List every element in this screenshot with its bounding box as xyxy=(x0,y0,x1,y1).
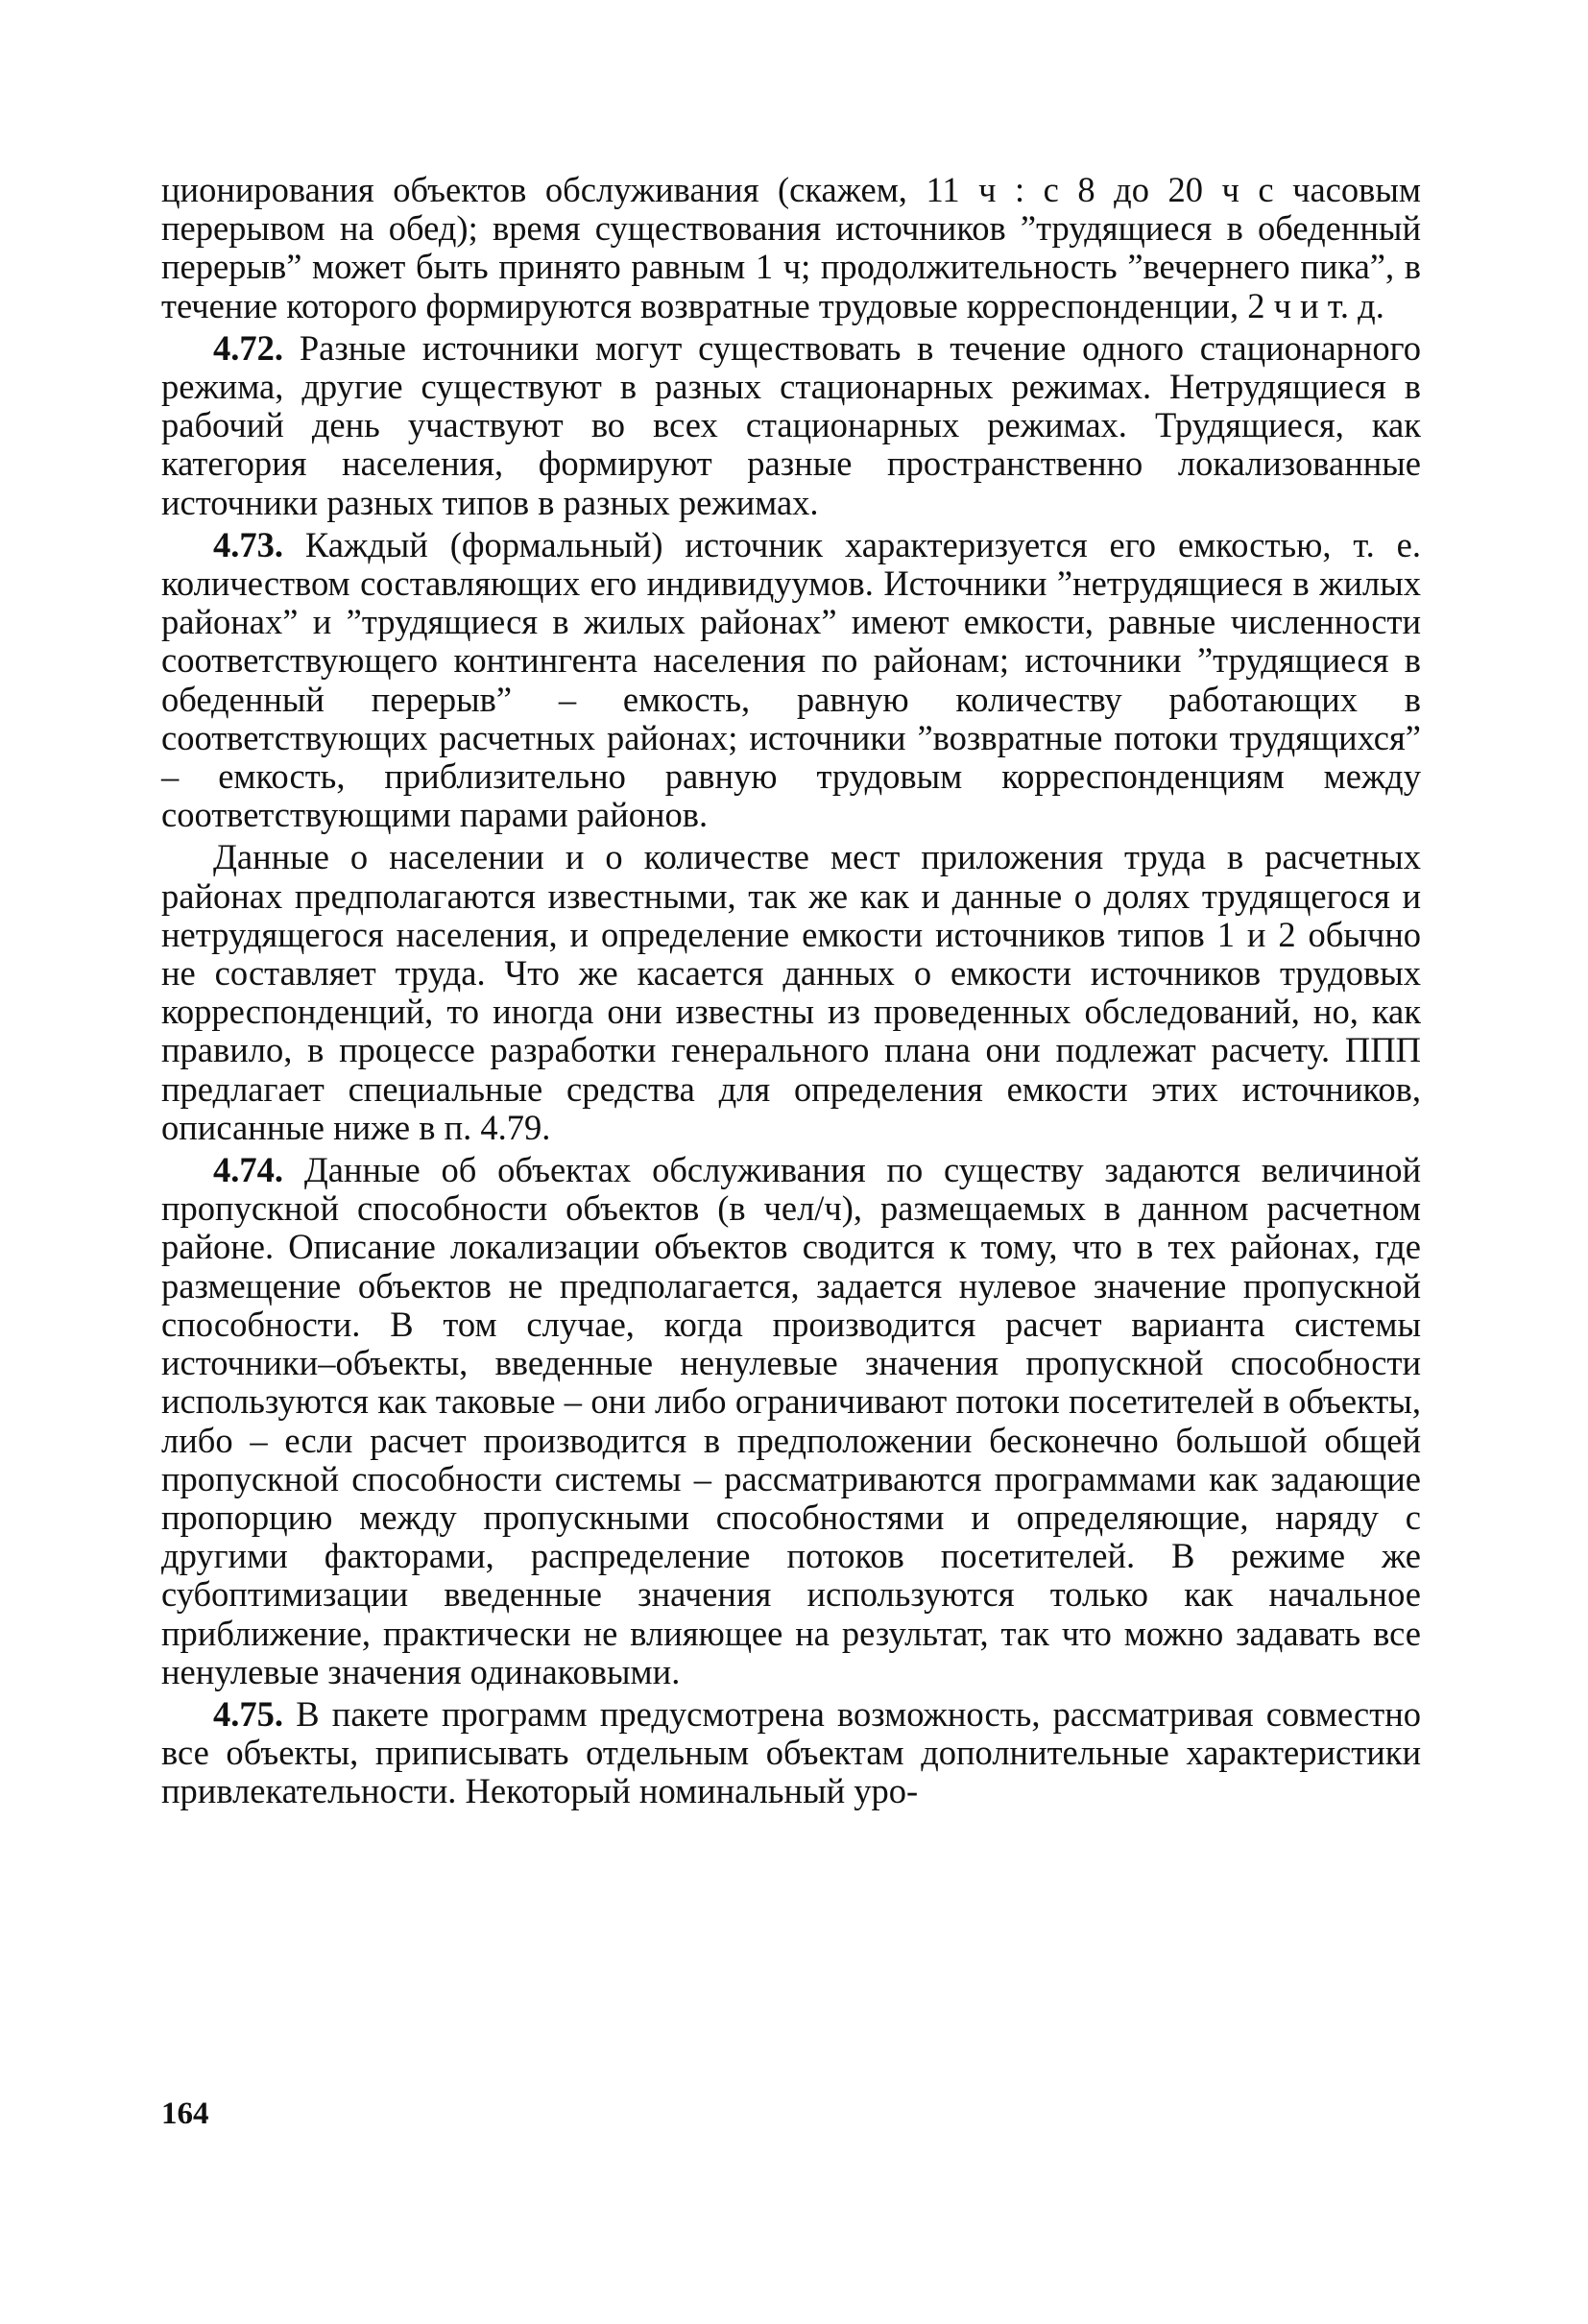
paragraph-text: ционирования объектов обслуживания (скажем, 11 ч : с 8 до 20 ч с часовым перерывом на обед); время существования источников ”трудящиеся в обеденный перерыв” может быть принято равным 1 ч; продолжительность ”вечернего пика”, в течение которого формируются возвратные трудовые корреспонденции, 2 ч и т. д. xyxy=(161,170,1421,325)
paragraph-text: Каждый (формальный) источник характеризуется его емкостью, т. е. количеством составляющих его индивидуумов. Источники ”нетрудящиеся в жилых районах” и ”трудящиеся в жилых районах” имеют емкости, равные численности соответствующего контингента населения по районам; источники ”трудящиеся в обеденный перерыв” – емкость, равную количеству работающих в соответствующих расчетных районах; источники ”возвратные потоки трудящихся” – емкость, приблизительно равную трудовым корреспонденциям между соответствующими парами районов. xyxy=(161,524,1421,835)
paragraph-4-75 xyxy=(161,1695,1421,1811)
paragraph-number: 4.75. xyxy=(213,1693,283,1734)
page-number: 164 xyxy=(161,2096,209,2131)
paragraph-population-data xyxy=(161,838,1421,1147)
body-text xyxy=(161,171,1421,1815)
paragraph-number: 4.74. xyxy=(213,1150,283,1190)
paragraph-text: Данные об объектах обслуживания по существу задаются величиной пропускной способности объектов (в чел/ч), размещаемых в данном расчетном районе. Описание локализации объектов сводится к тому, что в тех районах, где размещение объектов не предполагается, задается нулевое значение пропускной способности. В том случае, когда производится расчет варианта системы источники–объекты, введенные ненулевые значения пропускной способности используются как таковые – они либо ограничивают потоки посетителей в объекты, либо – если расчет производится в предположении бесконечно большой общей пропускной способности системы – рассматриваются программами как задающие пропорцию между пропускными способностями и определяющие, наряду с другими факторами, распределение потоков посетителей. В режиме же субоптимизации введенные значения используются только как начальное приближение, практически не влияющее на результат, так что можно задавать все ненулевые значения одинаковыми. xyxy=(161,1150,1421,1691)
paragraph-number: 4.73. xyxy=(213,524,283,564)
paragraph-number: 4.72. xyxy=(213,327,283,368)
paragraph-text: Данные о населении и о количестве мест приложения труда в расчетных районах предполагаются известными, так же как и данные о долях трудящегося и нетрудящегося населения, и определение емкости источников типов 1 и 2 обычно не составляет труда. Что же касается данных о емкости источников трудовых корреспонденций, то иногда они известны из проведенных обследований, но, как правило, в процессе разработки генерального плана они подлежат расчету. ППП предлагает специальные средства для определения емкости этих источников, описанные ниже в п. 4.79. xyxy=(161,837,1421,1147)
paragraph-4-73 xyxy=(161,526,1421,835)
paragraph-text: Разные источники могут существовать в течение одного стационарного режима, другие существуют в разных стационарных режимах. Нетрудящиеся в рабочий день участвуют во всех стационарных режимах. Трудящиеся, как категория населения, формируют разные пространственно локализованные источники разных типов в разных режимах. xyxy=(161,327,1421,522)
paragraph-4-72 xyxy=(161,329,1421,522)
paragraph-text: В пакете программ предусмотрена возможность, рассматривая совместно все объекты, приписывать отдельным объектам дополнительные характеристики привлекательности. Некоторый номинальный уро- xyxy=(161,1693,1421,1811)
paragraph-continuation xyxy=(161,171,1421,325)
paragraph-4-74 xyxy=(161,1151,1421,1691)
